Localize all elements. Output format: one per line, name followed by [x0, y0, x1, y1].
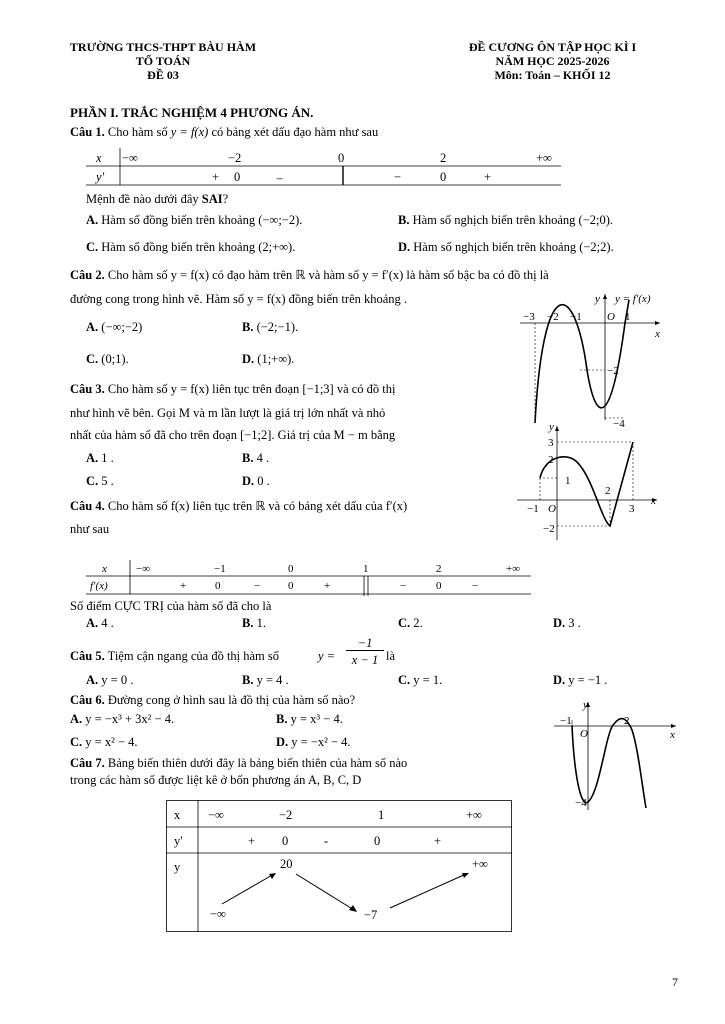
q3-c-label: C. — [86, 474, 99, 488]
q4-x-label: x — [102, 563, 107, 575]
q1-question-end: ? — [222, 192, 229, 206]
q1-b-text: Hàm số nghịch biến trên khoảng (−2;0). — [409, 213, 614, 227]
department: TỔ TOÁN — [135, 54, 191, 68]
q2-option-d[interactable] — [242, 352, 294, 367]
header-right — [430, 40, 675, 82]
q5-stem — [70, 649, 279, 664]
q3-x-axis-label: x — [651, 495, 656, 507]
q6-b-label: B. — [276, 712, 288, 726]
q4-option-a[interactable] — [86, 616, 114, 631]
q5-option-d[interactable] — [553, 673, 607, 688]
q5-denominator: x − 1 — [351, 653, 379, 667]
q2-c-text: (0;1). — [98, 352, 129, 366]
q1-d-label: D. — [398, 240, 411, 254]
q2-ytick-1: −4 — [613, 418, 625, 430]
q7-x-2: 1 — [378, 808, 385, 822]
q1-a-text: Hàm số đồng biến trên khoảng (−∞;−2). — [98, 213, 303, 227]
q7-y-minus-inf: −∞ — [210, 907, 226, 921]
q1-option-a[interactable] — [86, 213, 302, 228]
q6-xtick-1: 2 — [624, 715, 630, 727]
q4-d-label: D. — [553, 616, 566, 630]
q5-lhs: y = — [318, 649, 336, 663]
q5-option-b[interactable] — [242, 673, 289, 688]
q7-yp-label: y' — [174, 834, 183, 848]
q7-line1-text: Bảng biến thiên dưới đây là bảng biến thiên của hàm số nào — [104, 756, 408, 770]
doc-title: ĐỀ CƯƠNG ÔN TẬP HỌC KÌ I — [468, 40, 637, 54]
q5-b-label: B. — [242, 673, 254, 687]
q3-c-text: 5 . — [98, 474, 114, 488]
q4-line1 — [70, 498, 407, 514]
q1-func: y = f(x) — [170, 125, 209, 139]
q4-sign-table — [86, 560, 531, 598]
q6-option-d[interactable] — [276, 735, 351, 750]
q4-question: Số điểm CỰC TRỊ của hàm số đã cho là — [70, 599, 272, 613]
q1-question-text: Mệnh đề nào dưới đây — [86, 192, 202, 206]
q1-d-text: Hàm số nghịch biến trên khoảng (−2;2). — [410, 240, 614, 254]
q4-x-2: 0 — [288, 563, 294, 575]
q1-c-text: Hàm số đồng biến trên khoảng (2;+∞). — [98, 240, 296, 254]
q1-sign-4: 0 — [440, 170, 447, 184]
q6-ytick-0: −4 — [575, 797, 587, 809]
q4-label: Câu 4. — [70, 499, 105, 513]
q5-d-text: y = −1 . — [565, 673, 608, 687]
q1-sign-0: + — [212, 170, 220, 184]
q4-line2: như sau — [70, 522, 110, 536]
q1-x-4: +∞ — [536, 151, 552, 165]
q1-x-0: −∞ — [122, 151, 138, 165]
q2-xtick-1: −2 — [547, 311, 559, 323]
q6-text: Đường cong ở hình sau là đồ thị của hàm số nào? — [104, 693, 356, 707]
q4-x-5: +∞ — [506, 563, 521, 575]
q1-sign-1: 0 — [234, 170, 241, 184]
q2-b-label: B. — [242, 320, 254, 334]
q5-option-a[interactable] — [86, 673, 133, 688]
q6-d-label: D. — [276, 735, 289, 749]
q4-sign-7: − — [472, 580, 479, 592]
q7-x-0: −∞ — [208, 808, 224, 822]
q6-c-text: y = x² − 4. — [82, 735, 138, 749]
q5-b-text: y = 4 . — [253, 673, 289, 687]
q3-xtick-0: −1 — [527, 503, 539, 515]
q2-y-axis-label: y — [595, 293, 600, 305]
q1-x-2: 0 — [338, 151, 345, 165]
q4-d-text: 3 . — [565, 616, 581, 630]
q7-line1 — [70, 756, 407, 771]
q4-y-label: f′(x) — [90, 580, 108, 592]
page-number: 7 — [672, 975, 678, 989]
q6-option-c[interactable] — [70, 735, 138, 750]
q5-a-text: y = 0 . — [98, 673, 134, 687]
q2-xtick-2: −1 — [570, 311, 582, 323]
q1-option-c[interactable] — [86, 240, 295, 255]
q4-x-1: −1 — [214, 563, 226, 575]
q1-b-label: B. — [398, 213, 410, 227]
q2-line2: đường cong trong hình vẽ. Hàm số y = f(x) đồng biến trên khoảng . — [70, 292, 408, 306]
q3-option-a[interactable] — [86, 451, 114, 466]
q7-sign-4: + — [434, 834, 442, 848]
q2-d-text: (1;+∞). — [254, 352, 295, 366]
q4-c-text: 2. — [410, 616, 423, 630]
q2-graph — [515, 290, 665, 430]
exam-code: ĐỀ 03 — [147, 68, 179, 82]
q1-option-d[interactable] — [398, 240, 614, 255]
q7-sign-0: + — [248, 834, 256, 848]
school-year: NĂM HỌC 2025-2026 — [495, 54, 610, 68]
q5-a-label: A. — [86, 673, 99, 687]
q3-ytick-1: 2 — [548, 454, 554, 466]
q4-sign-2: − — [254, 580, 261, 592]
q7-x-1: −2 — [279, 808, 293, 822]
q3-xtick-1: 2 — [605, 485, 611, 497]
q2-d-label: D. — [242, 352, 255, 366]
q3-d-text: 0 . — [254, 474, 270, 488]
q6-graph — [550, 700, 680, 812]
q4-option-d[interactable] — [553, 616, 581, 631]
q6-a-text: y = −x³ + 3x² − 4. — [82, 712, 175, 726]
q4-line1-text: Cho hàm số f(x) liên tục trên ℝ và có bảng xét dấu của f′(x) — [104, 499, 408, 513]
q1-y-label: y' — [96, 170, 105, 184]
q1-sign-5: + — [484, 170, 492, 184]
q5-c-label: C. — [398, 673, 411, 687]
q7-sign-3: 0 — [374, 834, 381, 848]
q1-x-3: 2 — [440, 151, 447, 165]
q2-func-label: y = f′(x) — [615, 293, 651, 305]
q2-option-c[interactable] — [86, 352, 129, 367]
q5-text: Tiệm cận ngang của đồ thị hàm số — [104, 649, 280, 663]
q1-text-b: có bảng xét dấu đạo hàm như sau — [208, 125, 379, 139]
q6-d-text: y = −x² − 4. — [288, 735, 351, 749]
q5-tail: là — [386, 649, 396, 663]
q6-x-axis-label: x — [670, 729, 675, 741]
q2-xtick-0: −3 — [523, 311, 535, 323]
q2-origin: O — [607, 311, 615, 323]
q4-sign-5: − — [400, 580, 407, 592]
q7-y-label: y — [174, 860, 181, 874]
q1-a-label: A. — [86, 213, 99, 227]
q6-origin: O — [580, 728, 588, 740]
q5-d-label: D. — [553, 673, 566, 687]
q3-label: Câu 3. — [70, 382, 105, 396]
q1-label: Câu 1. — [70, 125, 105, 139]
q1-option-b[interactable] — [398, 213, 613, 228]
q6-xtick-0: −1 — [560, 715, 572, 727]
q7-sign-2: - — [324, 834, 329, 848]
q3-a-text: 1 . — [98, 451, 114, 465]
q2-option-b[interactable] — [242, 320, 298, 335]
q4-sign-3: 0 — [288, 580, 294, 592]
q4-sign-6: 0 — [436, 580, 442, 592]
q5-option-c[interactable] — [398, 673, 442, 688]
q4-b-label: B. — [242, 616, 254, 630]
q1-question — [86, 192, 228, 207]
q2-line1 — [70, 267, 549, 283]
q2-option-a[interactable] — [86, 320, 142, 335]
q3-xtick-2: 3 — [629, 503, 635, 515]
q5-c-text: y = 1. — [410, 673, 443, 687]
q3-a-label: A. — [86, 451, 99, 465]
q3-option-c[interactable] — [86, 474, 114, 489]
q3-graph — [515, 421, 665, 542]
q6-label: Câu 6. — [70, 693, 105, 707]
q2-a-label: A. — [86, 320, 99, 334]
q7-y-min: −7 — [364, 908, 378, 922]
q1-x-label: x — [96, 151, 102, 165]
section-title: PHẦN I. TRẮC NGHIỆM 4 PHƯƠNG ÁN. — [70, 105, 314, 120]
q7-x-label: x — [174, 808, 181, 822]
q1-c-label: C. — [86, 240, 99, 254]
q3-option-d[interactable] — [242, 474, 270, 489]
q3-b-label: B. — [242, 451, 254, 465]
q3-line1-text: Cho hàm số y = f(x) liên tục trên đoạn [−1;3] và có đồ thị — [104, 382, 396, 396]
q6-a-label: A. — [70, 712, 83, 726]
q3-line3: nhất của hàm số đã cho trên đoạn [−1;2]. Giá trị của M − m bằng — [70, 428, 396, 442]
q6-option-a[interactable] — [70, 712, 174, 727]
q3-origin: O — [548, 503, 556, 515]
q7-sign-1: 0 — [282, 834, 289, 848]
q1-x-1: −2 — [228, 151, 242, 165]
q4-sign-0: + — [180, 580, 187, 592]
q4-x-0: −∞ — [136, 563, 151, 575]
q4-a-label: A. — [86, 616, 99, 630]
q2-line1-text: Cho hàm số y = f(x) có đạo hàm trên ℝ và hàm số y = f′(x) là hàm số bậc ba có đồ thị là — [104, 268, 549, 282]
q7-label: Câu 7. — [70, 756, 105, 770]
subject: Môn: Toán – KHỐI 12 — [494, 68, 611, 82]
q3-line1 — [70, 382, 396, 397]
header-left — [58, 40, 268, 82]
q7-y-plus-inf: +∞ — [472, 857, 488, 871]
q3-d-label: D. — [242, 474, 255, 488]
q3-b-text: 4 . — [253, 451, 270, 465]
school-name: TRƯỜNG THCS-THPT BÀU HÀM — [69, 40, 257, 54]
q1-question-bold: SAI — [201, 192, 223, 206]
q5-label: Câu 5. — [70, 649, 105, 663]
q2-ytick-0: −2 — [607, 365, 619, 377]
q4-x-3: 1 — [363, 563, 369, 575]
q1-sign-table — [86, 148, 561, 186]
q4-x-4: 2 — [436, 563, 442, 575]
q7-y-max: 20 — [280, 857, 293, 871]
q6-b-text: y = x³ − 4. — [287, 712, 343, 726]
q3-line2: như hình vẽ bên. Gọi M và m lần lượt là giá trị lớn nhất và nhỏ — [70, 406, 386, 420]
q6-y-axis-label: y — [583, 699, 588, 711]
q3-option-b[interactable] — [242, 451, 269, 466]
q2-label: Câu 2. — [70, 268, 105, 282]
q7-variation-table — [166, 800, 512, 932]
q1-text-a: Cho hàm số — [104, 125, 171, 139]
q2-a-text: (−∞;−2) — [98, 320, 143, 334]
q4-option-c[interactable] — [398, 616, 423, 631]
q2-x-axis-label: x — [655, 328, 660, 340]
q7-x-3: +∞ — [466, 808, 482, 822]
q6-c-label: C. — [70, 735, 83, 749]
q4-sign-4: + — [324, 580, 331, 592]
q6-option-b[interactable] — [276, 712, 343, 727]
q2-c-label: C. — [86, 352, 99, 366]
q3-ytick-2: 1 — [565, 475, 571, 487]
q2-xtick-3: 1 — [625, 311, 631, 323]
q6-stem — [70, 693, 355, 708]
q2-b-text: (−2;−1). — [253, 320, 299, 334]
q5-numerator: −1 — [346, 636, 384, 651]
q1-sign-2: − — [276, 172, 284, 186]
q4-option-b[interactable] — [242, 616, 266, 631]
q3-ytick-3: −2 — [543, 523, 555, 535]
q7-line2: trong các hàm số được liệt kê ở bốn phương án A, B, C, D — [70, 773, 362, 787]
q4-b-text: 1. — [253, 616, 266, 630]
q1-stem — [70, 125, 378, 140]
q3-ytick-0: 3 — [548, 437, 554, 449]
q4-c-label: C. — [398, 616, 411, 630]
q4-sign-1: 0 — [215, 580, 221, 592]
q1-sign-3: − — [394, 170, 402, 184]
q4-a-text: 4 . — [98, 616, 114, 630]
q3-y-axis-label: y — [549, 421, 554, 433]
